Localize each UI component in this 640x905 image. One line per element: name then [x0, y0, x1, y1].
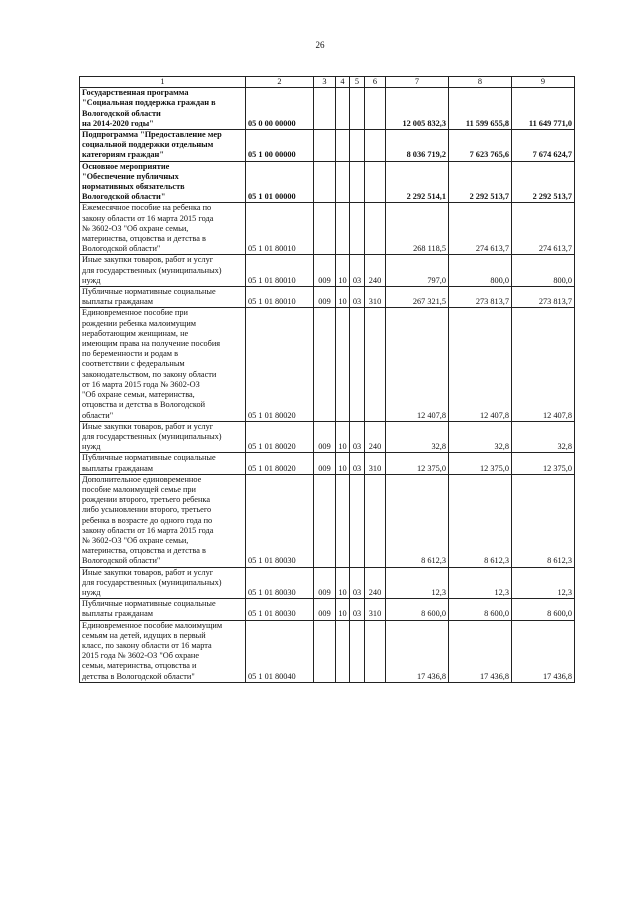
amount-2020-cell: 7 674 624,7 [512, 130, 575, 162]
amount-2019-cell: 8 600,0 [449, 599, 512, 620]
expense-type-cell: 240 [365, 567, 386, 599]
column-header: 2 [246, 77, 314, 88]
amount-2019-cell: 8 612,3 [449, 474, 512, 567]
row-name-cell: Единовременное пособие при рождении ребенка малоимущим неработающим женщинам, не имеющим права на получение пособия по беременности и родам в соответствии с федеральным законодательством, по закону области от 16 марта 2015 года № 3602-ОЗ "Об охране семьи, материнства, отцовства и детства в Вологодской области" [80, 308, 246, 421]
row-name-cell: Основное мероприятие "Обеспечение публичных нормативных обязательств Вологодской области" [80, 161, 246, 203]
amount-2019-cell: 11 599 655,8 [449, 88, 512, 130]
table-row [80, 161, 575, 203]
section-code-cell: 10 [336, 255, 350, 287]
column-header: 8 [449, 77, 512, 88]
expense-type-cell [365, 308, 386, 421]
section-code-cell: 10 [336, 287, 350, 308]
table-row [80, 567, 575, 599]
section-code-cell: 10 [336, 599, 350, 620]
row-name-cell: Единовременное пособие малоимущим семьям на детей, идущих в первый класс, по закону области от 16 марта 2015 года № 3602-ОЗ "Об охране семьи, материнства, отцовства и детства в Вологодской области" [80, 620, 246, 682]
amount-2019-cell: 12,3 [449, 567, 512, 599]
table-row [80, 308, 575, 421]
table-row [80, 130, 575, 162]
amount-2018-cell: 32,8 [386, 421, 449, 453]
expense-type-cell [365, 620, 386, 682]
amount-2020-cell: 12,3 [512, 567, 575, 599]
table-row [80, 255, 575, 287]
expense-type-cell: 310 [365, 453, 386, 474]
subsection-code-cell [350, 88, 365, 130]
column-header: 6 [365, 77, 386, 88]
row-name-cell: Иные закупки товаров, работ и услуг для государственных (муниципальных) нужд [80, 567, 246, 599]
column-header: 1 [80, 77, 246, 88]
amount-2020-cell: 274 613,7 [512, 203, 575, 255]
subsection-code-cell: 03 [350, 599, 365, 620]
department-code-cell [314, 88, 336, 130]
section-code-cell [336, 620, 350, 682]
subsection-code-cell: 03 [350, 255, 365, 287]
amount-2020-cell: 800,0 [512, 255, 575, 287]
department-code-cell [314, 130, 336, 162]
subsection-code-cell [350, 130, 365, 162]
column-header: 9 [512, 77, 575, 88]
subsection-code-cell [350, 474, 365, 567]
subsection-code-cell: 03 [350, 421, 365, 453]
target-code-cell: 05 1 01 80030 [246, 474, 314, 567]
row-name-cell: Подпрограмма "Предоставление мер социальной поддержки отдельным категориям граждан" [80, 130, 246, 162]
department-code-cell [314, 474, 336, 567]
section-code-cell: 10 [336, 421, 350, 453]
amount-2020-cell: 8 600,0 [512, 599, 575, 620]
row-name-cell: Публичные нормативные социальные выплаты гражданам [80, 599, 246, 620]
amount-2018-cell: 2 292 514,1 [386, 161, 449, 203]
subsection-code-cell [350, 308, 365, 421]
row-name-cell: Иные закупки товаров, работ и услуг для государственных (муниципальных) нужд [80, 255, 246, 287]
amount-2019-cell: 273 813,7 [449, 287, 512, 308]
expense-type-cell: 240 [365, 421, 386, 453]
amount-2020-cell: 32,8 [512, 421, 575, 453]
department-code-cell: 009 [314, 599, 336, 620]
expense-type-cell [365, 88, 386, 130]
amount-2018-cell: 12 005 832,3 [386, 88, 449, 130]
table-row [80, 203, 575, 255]
section-code-cell: 10 [336, 567, 350, 599]
target-code-cell: 05 1 01 80020 [246, 421, 314, 453]
target-code-cell: 05 1 01 80020 [246, 308, 314, 421]
page-number: 26 [315, 40, 325, 50]
table-body [80, 88, 575, 683]
section-code-cell [336, 88, 350, 130]
column-header: 3 [314, 77, 336, 88]
column-header: 7 [386, 77, 449, 88]
amount-2018-cell: 8 612,3 [386, 474, 449, 567]
section-code-cell [336, 203, 350, 255]
section-code-cell [336, 130, 350, 162]
target-code-cell: 05 1 01 80030 [246, 599, 314, 620]
amount-2019-cell: 12 375,0 [449, 453, 512, 474]
row-name-cell: Иные закупки товаров, работ и услуг для государственных (муниципальных) нужд [80, 421, 246, 453]
amount-2020-cell: 273 813,7 [512, 287, 575, 308]
subsection-code-cell: 03 [350, 287, 365, 308]
target-code-cell: 05 1 01 00000 [246, 161, 314, 203]
table-row [80, 421, 575, 453]
amount-2019-cell: 7 623 765,6 [449, 130, 512, 162]
row-name-cell: Государственная программа "Социальная поддержка граждан в Вологодской области на 2014-2020 годы" [80, 88, 246, 130]
table-row [80, 287, 575, 308]
target-code-cell: 05 1 01 80040 [246, 620, 314, 682]
row-name-cell: Публичные нормативные социальные выплаты гражданам [80, 453, 246, 474]
row-name-cell: Дополнительное единовременное пособие малоимущей семье при рождении второго, третьего ребенка либо усыновлении второго, третьего ребенка в возрасте до одного года по закону области от 16 марта 2015 года № 3602-ОЗ "Об охране семьи, материнства, отцовства и детства в Вологодской области" [80, 474, 246, 567]
amount-2018-cell: 268 118,5 [386, 203, 449, 255]
department-code-cell: 009 [314, 421, 336, 453]
expense-type-cell [365, 474, 386, 567]
target-code-cell: 05 1 01 80010 [246, 203, 314, 255]
budget-table [79, 76, 575, 683]
table-row [80, 599, 575, 620]
amount-2018-cell: 8 600,0 [386, 599, 449, 620]
amount-2019-cell: 12 407,8 [449, 308, 512, 421]
amount-2020-cell: 8 612,3 [512, 474, 575, 567]
subsection-code-cell [350, 203, 365, 255]
department-code-cell [314, 620, 336, 682]
amount-2019-cell: 17 436,8 [449, 620, 512, 682]
subsection-code-cell: 03 [350, 453, 365, 474]
amount-2018-cell: 797,0 [386, 255, 449, 287]
amount-2018-cell: 12 407,8 [386, 308, 449, 421]
column-header: 4 [336, 77, 350, 88]
section-code-cell [336, 474, 350, 567]
amount-2018-cell: 267 321,5 [386, 287, 449, 308]
table-row [80, 620, 575, 682]
target-code-cell: 05 1 01 80020 [246, 453, 314, 474]
section-code-cell [336, 161, 350, 203]
amount-2020-cell: 12 375,0 [512, 453, 575, 474]
amount-2019-cell: 32,8 [449, 421, 512, 453]
target-code-cell: 05 1 01 80010 [246, 255, 314, 287]
section-code-cell [336, 308, 350, 421]
amount-2018-cell: 12,3 [386, 567, 449, 599]
row-name-cell: Публичные нормативные социальные выплаты гражданам [80, 287, 246, 308]
amount-2019-cell: 274 613,7 [449, 203, 512, 255]
expense-type-cell [365, 161, 386, 203]
department-code-cell: 009 [314, 287, 336, 308]
target-code-cell: 05 0 00 00000 [246, 88, 314, 130]
expense-type-cell [365, 203, 386, 255]
expense-type-cell: 310 [365, 287, 386, 308]
subsection-code-cell: 03 [350, 567, 365, 599]
row-name-cell: Ежемесячное пособие на ребенка по закону области от 16 марта 2015 года № 3602-ОЗ "Об охране семьи, материнства, отцовства и детства в Вологодской области" [80, 203, 246, 255]
amount-2020-cell: 17 436,8 [512, 620, 575, 682]
column-header: 5 [350, 77, 365, 88]
expense-type-cell: 310 [365, 599, 386, 620]
target-code-cell: 05 1 00 00000 [246, 130, 314, 162]
table-row [80, 474, 575, 567]
expense-type-cell: 240 [365, 255, 386, 287]
header-row [80, 77, 575, 88]
department-code-cell [314, 203, 336, 255]
target-code-cell: 05 1 01 80030 [246, 567, 314, 599]
department-code-cell [314, 308, 336, 421]
amount-2019-cell: 800,0 [449, 255, 512, 287]
table-row [80, 453, 575, 474]
amount-2020-cell: 12 407,8 [512, 308, 575, 421]
amount-2020-cell: 11 649 771,0 [512, 88, 575, 130]
expense-type-cell [365, 130, 386, 162]
department-code-cell [314, 161, 336, 203]
amount-2018-cell: 8 036 719,2 [386, 130, 449, 162]
target-code-cell: 05 1 01 80010 [246, 287, 314, 308]
subsection-code-cell [350, 161, 365, 203]
department-code-cell: 009 [314, 567, 336, 599]
amount-2018-cell: 12 375,0 [386, 453, 449, 474]
amount-2020-cell: 2 292 513,7 [512, 161, 575, 203]
amount-2018-cell: 17 436,8 [386, 620, 449, 682]
subsection-code-cell [350, 620, 365, 682]
table-row [80, 88, 575, 130]
section-code-cell: 10 [336, 453, 350, 474]
department-code-cell: 009 [314, 255, 336, 287]
amount-2019-cell: 2 292 513,7 [449, 161, 512, 203]
department-code-cell: 009 [314, 453, 336, 474]
